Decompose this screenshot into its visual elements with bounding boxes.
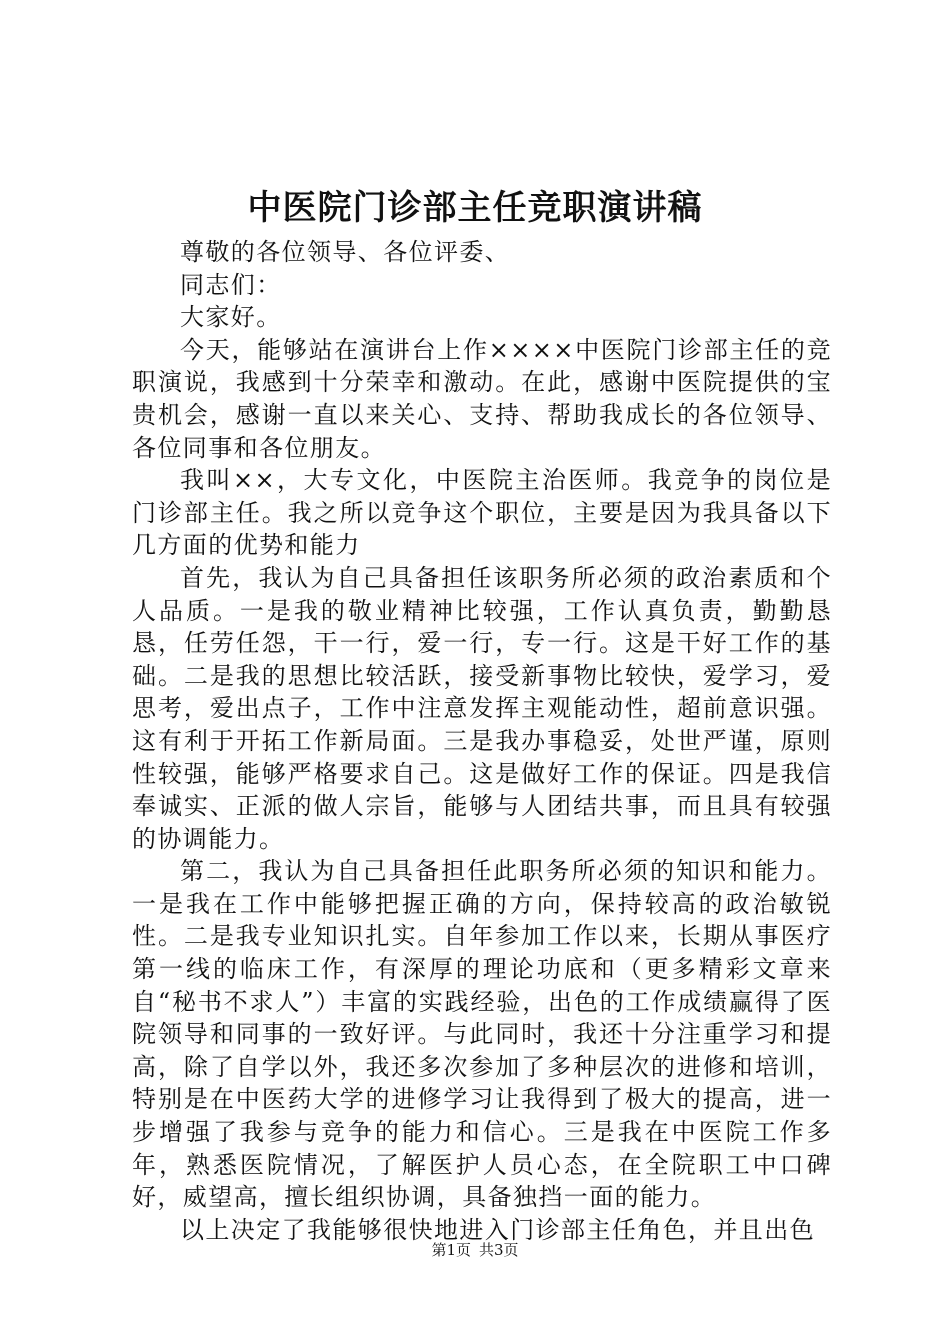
salutation-line-1: 尊敬的各位领导、各位评委、 [180,238,511,266]
paragraph-self-intro: 我叫××，大专文化，中医院主治医师。我竞争的岗位是门诊部主任。我之所以竞争这个职位，主要是因为我具备以下几方面的优势和能力 [132,466,832,560]
paragraph-intro: 今天，能够站在演讲台上作××××中医院门诊部主任的竞职演说，我感到十分荣幸和激动。在此，感谢中医院提供的宝贵机会，感谢一直以来关心、支持、帮助我成长的各位领导、各位同事和各位朋友。 [132,335,832,462]
page-total: 共3页 [479,1241,519,1259]
document-body [132,236,832,1246]
page-number: 第1页 [431,1241,471,1259]
paragraph-conclusion: 以上决定了我能够很快地进入门诊部主任角色，并且出色 [180,1215,815,1244]
paragraph-first-qualities: 首先，我认为自己具备担任该职务所必须的政治素质和个人品质。一是我的敬业精神比较强，工作认真负责，勤勤恳恳，任劳任怨，干一行，爱一行，专一行。这是干好工作的基础。二是我的思想比较活跃，接受新事物比较快，爱学习，爱思考，爱出点子，工作中注意发挥主观能动性，超前意识强。这有利于开拓工作新局面。三是我办事稳妥，处世严谨，原则性较强，能够严格要求自己。这是做好工作的保证。四是我信奉诚实、正派的做人宗旨，能够与人团结共事，而且具有较强的协调能力。 [132,563,832,853]
page-footer [0,1240,950,1260]
document-title: 中医院门诊部主任竞职演讲稿 [247,188,703,228]
paragraph-second-abilities: 第二，我认为自己具备担任此职务所必须的知识和能力。一是我在工作中能够把握正确的方向，保持较高的政治敏锐性。二是我专业知识扎实。自年参加工作以来，长期从事医疗第一线的临床工作，有深厚的理论功底和（更多精彩文章来自“秘书不求人”）丰富的实践经验，出色的工作成绩赢得了医院领导和同事的一致好评。与此同时，我还十分注重学习和提高，除了自学以外，我还多次参加了多种层次的进修和培训，特别是在中医药大学的进修学习让我得到了极大的提高，进一步增强了我参与竞争的能力和信心。三是我在中医院工作多年，熟悉医院情况，了解医护人员心态，在全院职工中口碑好，威望高，擅长组织协调，具备独挡一面的能力。 [132,857,832,1212]
greeting-line: 大家好。 [180,303,282,332]
salutation-line-2: 同志们： [180,270,282,299]
